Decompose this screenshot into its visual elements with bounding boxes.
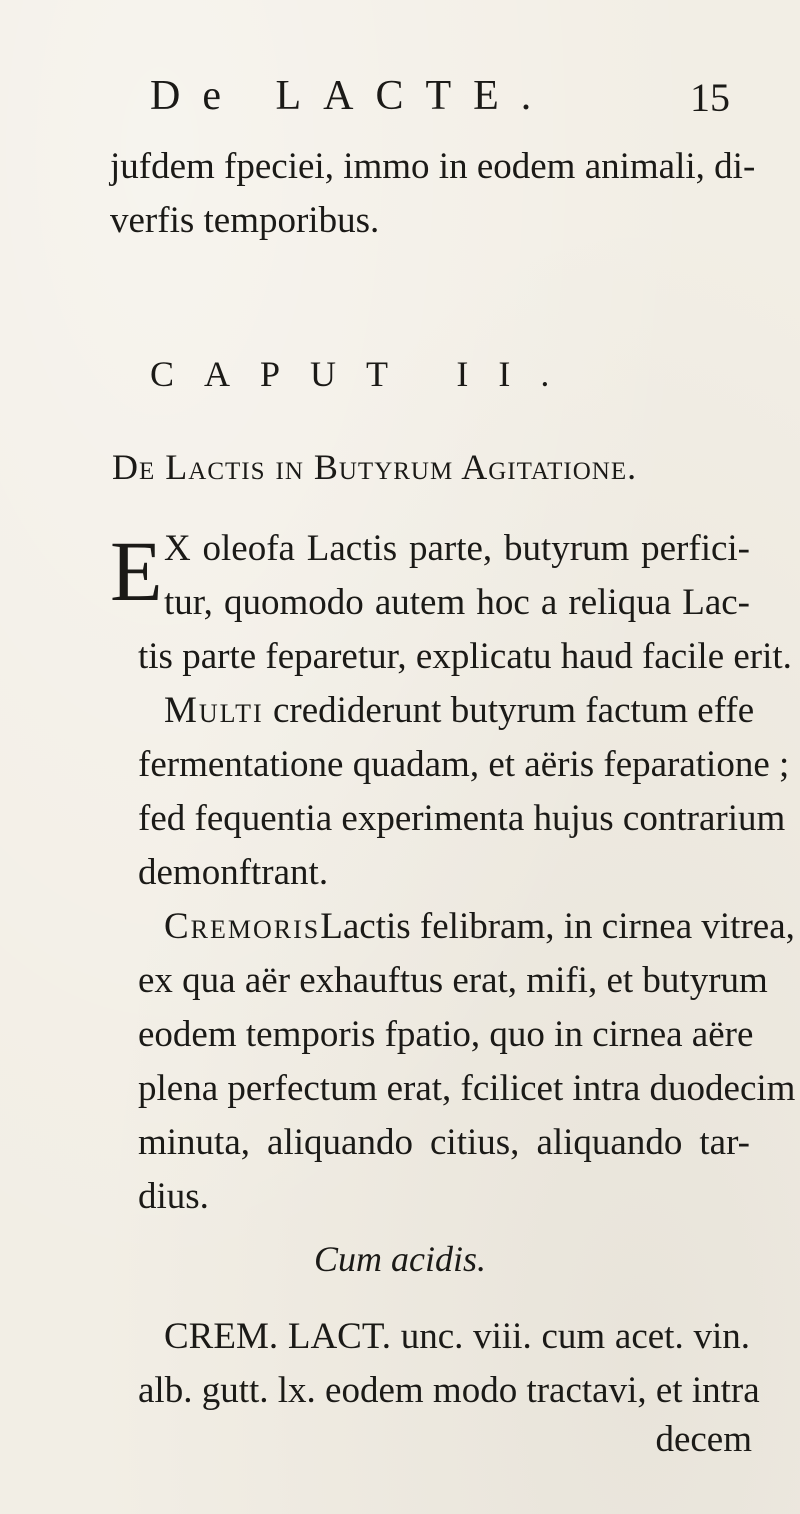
- text-line: alb. gutt. lx. eodem modo tractavi, et intra: [138, 1370, 760, 1411]
- text-line: minuta, aliquando citius, aliquando tar-: [138, 1122, 750, 1163]
- drop-cap: E: [110, 523, 163, 619]
- catchword: decem: [655, 1419, 752, 1460]
- text-line: plena perfectum erat, fcilicet intra duodecim: [138, 1068, 796, 1109]
- paragraph-3-first-line: [110, 900, 795, 954]
- running-head: [150, 72, 730, 122]
- body-text: [110, 522, 796, 1224]
- text-line: jufdem fpeciei, immo in eodem animali, di-: [110, 146, 756, 187]
- paragraph-lead: Cremoris: [164, 906, 321, 947]
- text-line: eodem temporis fpatio, quo in cirnea aëre: [138, 1014, 754, 1055]
- text-fragment: Lactis felibram, in cirnea vitrea,: [320, 906, 795, 947]
- opening-lines: [110, 140, 756, 248]
- chapter-number: CAPUT II.: [150, 354, 580, 394]
- text-line: tur, quomodo autem hoc a reliqua Lac-: [164, 582, 750, 623]
- paragraph-2-first-line: [110, 684, 755, 738]
- text-line: fermentatione quadam, et aëris feparatione ;: [138, 744, 790, 785]
- text-line: verfis temporibus.: [110, 200, 380, 241]
- running-head-title: De LACTE.: [150, 73, 554, 119]
- text-line: tis parte feparetur, explicatu haud facile erit.: [138, 636, 792, 677]
- text-fragment: crediderunt butyrum factum effe: [263, 690, 755, 731]
- text-line: X oleofa Lactis parte, butyrum perfici-: [164, 528, 750, 569]
- section-subhead: Cum acidis.: [313, 1239, 486, 1279]
- recipe-text: [110, 1310, 760, 1418]
- text-line: CREM. LACT. unc. viii. cum acet. vin.: [164, 1316, 750, 1357]
- text-line: fed fequentia experimenta hujus contrarium: [138, 798, 786, 839]
- text-line: ex qua aër exhauftus erat, mifi, et butyrum: [138, 960, 768, 1001]
- text-line: dius.: [138, 1176, 209, 1217]
- text-line: demonftrant.: [138, 852, 329, 893]
- paragraph-lead: Multi: [164, 690, 264, 731]
- chapter-title: De Lactis in Butyrum Agitatione.: [112, 447, 638, 487]
- page-number: 15: [690, 75, 730, 120]
